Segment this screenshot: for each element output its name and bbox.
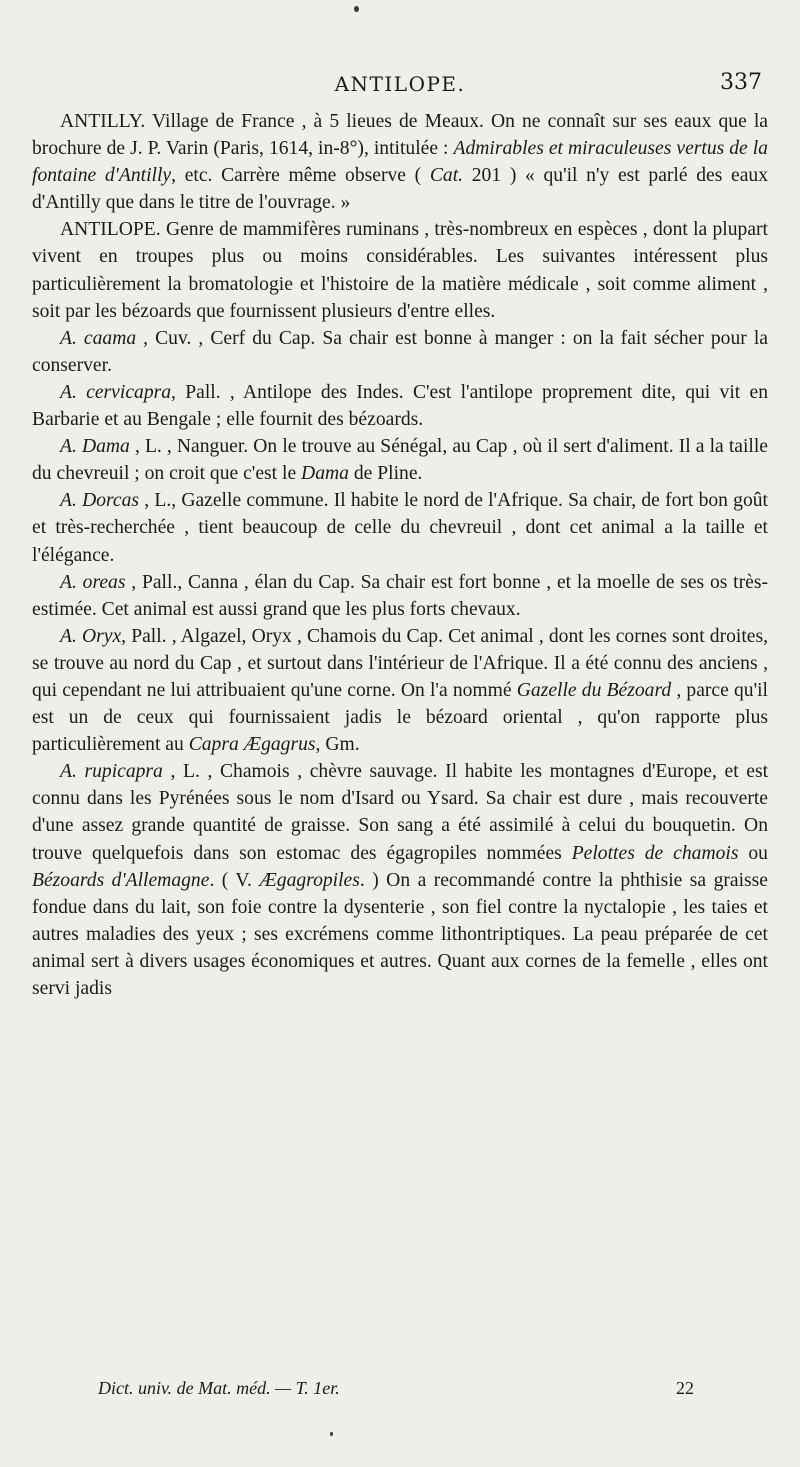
text-run: , Gm.	[315, 734, 360, 756]
italic-run: A. oreas	[60, 571, 126, 593]
text-run: , etc. Carrère même observe (	[171, 165, 430, 187]
paragraph-dorcas	[32, 487, 768, 568]
paragraph-oreas	[32, 569, 768, 623]
italic-run: Capra Ægagrus	[188, 734, 316, 756]
text-run: . ) On a recommandé contre la phthisie sa graisse fondue dans du lait, son foie contre la dysenterie , son fiel contre la nyctalopie , les taies et autres maladies des yeux ; ses excrémens comme lithontriptiques. La peau préparée de cet animal sert à divers usages économiques et autres. Quant aux cornes de la femelle , elles ont servi jadis	[32, 869, 768, 999]
running-head	[0, 68, 800, 98]
running-head-title: ANTILOPE.	[334, 72, 466, 96]
italic-run: Cat.	[429, 165, 464, 187]
italic-run: Dama	[301, 463, 349, 485]
text-run: , L. , Nanguer. On le trouve au Sénégal, au Cap , où il sert d'aliment. Il a la taille du chevreuil ; on croit que c'est le	[32, 436, 768, 485]
page-footer	[0, 1378, 800, 1406]
paragraph-antilope	[32, 216, 768, 324]
body-text	[32, 108, 768, 1002]
text-run: . ( V.	[209, 869, 260, 891]
italic-run: Pelottes de chamois	[571, 842, 739, 864]
text-run: , Pall. , Algazel, Oryx , Chamois du Cap. Cet animal , dont les cornes sont droites, se trouve au nord du Cap , et surtout dans l'intérieur de l'Afrique. Il a été connu des anciens , qui cependant ne lui attribuaient qu'une corne. On l'a nommé	[32, 625, 768, 701]
text-run: , Pall., Canna , élan du Cap. Sa chair est fort bonne , et la moelle de ses os très-estimée. Cet animal est aussi grand que les plus forts chevaux.	[32, 571, 768, 620]
printer-signature: Dict. univ. de Mat. méd. — T. 1er.	[98, 1378, 340, 1398]
ink-speck	[354, 6, 359, 12]
italic-run: Admirables et miraculeuses vertus de la fontaine d'Antilly	[32, 138, 768, 187]
text-run: 201 ) « qu'il n'y est parlé des eaux d'Antilly que dans le titre de l'ouvrage. »	[32, 165, 769, 214]
ink-speck	[330, 1432, 333, 1436]
text-run: , Pall. , Antilope des Indes. C'est l'antilope proprement dite, qui vit en Barbarie et au Bengale ; elle fournit des bézoards.	[32, 381, 769, 431]
paragraph-oryx	[32, 623, 768, 758]
paragraph-dama	[32, 433, 768, 487]
text-run: de Pline.	[348, 463, 423, 485]
italic-run: A. caama	[60, 327, 137, 349]
italic-run: Gazelle du Bézoard	[516, 679, 672, 701]
paragraph-caama	[32, 325, 768, 379]
page-number: 337	[720, 70, 762, 95]
italic-run: A. cervicapra	[60, 381, 172, 403]
italic-run: A. Dama	[60, 436, 130, 458]
text-run: ANTILOPE. Genre de mammifères ruminans , très-nombreux en espèces , dont la plupart vivent en troupes plus ou moins considérables. Les suivantes intéressent plus particulièrement la bromatologie et l'histoire de la matière médicale , soit comme aliment , soit par les bézoards que fournissent plusieurs d'entre elles.	[32, 219, 768, 322]
italic-run: Bézoards d'Allemagne	[32, 869, 210, 891]
text-run: , Cuv. , Cerf du Cap. Sa chair est bonne à manger : on la fait sécher pour la conserver.	[32, 327, 768, 376]
text-run: ANTILLY. Village de France , à 5 lieues de Meaux. On ne connaît sur ses eaux que la brochure de J. P. Varin (Paris, 1614, in-8°), intitulée :	[32, 111, 768, 160]
sheet-number: 22	[676, 1378, 694, 1398]
italic-run: A. rupicapra	[60, 761, 163, 783]
text-run: , parce qu'il est un de ceux qui fournissaient jadis le bézoard oriental , qu'on rapporte plus particulièrement au	[32, 679, 768, 756]
paragraph-antilly	[32, 108, 768, 216]
text-run: ou	[738, 842, 768, 864]
text-run: , L. , Chamois , chèvre sauvage. Il habite les montagnes d'Europe, et est connu dans les Pyrénées sous le nom d'Isard ou Ysard. Sa chair est dure , mais recouverte d'une assez grande quantité de graisse. Son sang a été assimilé à celui du bouquetin. On trouve quelquefois dans son estomac des égagropiles nommées	[32, 761, 769, 864]
italic-run: A. Oryx	[60, 625, 122, 647]
paragraph-cervicapra	[32, 379, 768, 433]
italic-run: A. Dorcas	[60, 490, 140, 512]
italic-run: Ægagropiles	[259, 869, 360, 891]
paragraph-rupicapra	[32, 758, 768, 1002]
text-run: , L., Gazelle commune. Il habite le nord de l'Afrique. Sa chair, de fort bon goût et très-recherchée , tient beaucoup de celle du chevreuil , dont cet animal a la taille et l'élégance.	[32, 490, 769, 566]
